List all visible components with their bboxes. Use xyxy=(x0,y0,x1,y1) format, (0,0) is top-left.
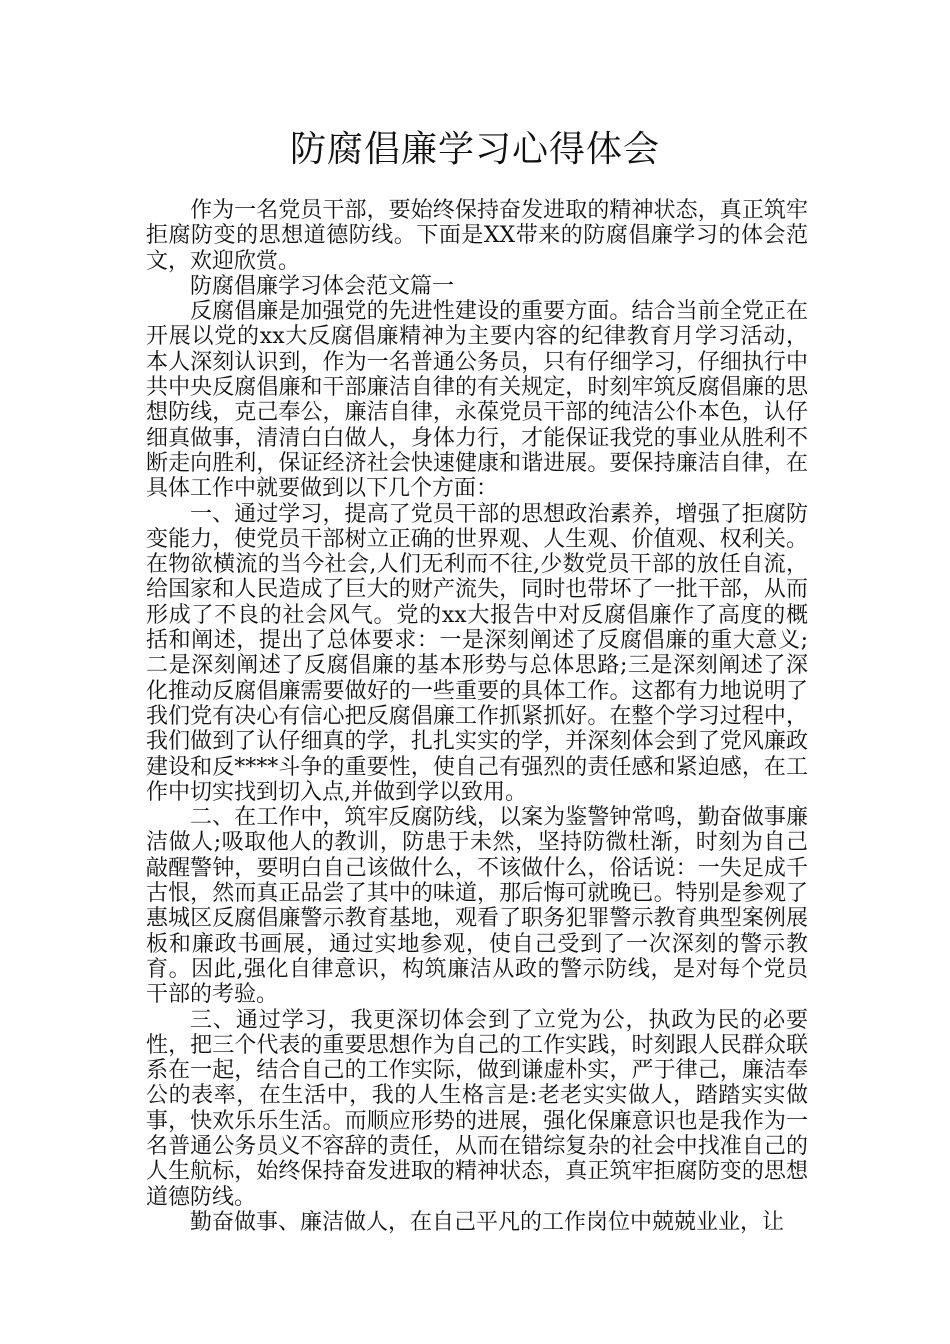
paragraph-section-heading: 防腐倡廉学习体会范文篇一 xyxy=(190,273,455,299)
paragraph-overview: 反腐倡廉是加强党的先进性建设的重要方面。结合当前全党正在开展以党的xx大反腐倡廉精神为主要内容的纪律教育月学习活动，本人深刻认识到，作为一名普通公务员，只有仔细学习，仔细执行中共中央反腐倡廉和干部廉洁自律的有关规定，时刻牢筑反腐倡廉的思想防线，克己奉公，廉洁自律，永葆党员干部的纯洁公仆本色，认仔细真做事，清清白白做人，身体力行，才能保证我党的事业从胜利不断走向胜利，保证经济社会快速健康和谐进展。要保持廉洁自律，在具体工作中就要做到以下几个方面： xyxy=(146,299,808,502)
paragraph-continuation: 勤奋做事、廉洁做人，在自己平凡的工作岗位中兢兢业业，让 xyxy=(190,1209,785,1235)
document-body xyxy=(146,198,808,1235)
paragraph-intro: 作为一名党员干部，要始终保持奋发进取的精神状态，真正筑牢拒腐防变的思想道德防线。下面是XX带来的防腐倡廉学习的体会范文，欢迎欣赏。 xyxy=(146,198,808,274)
document-title: 防腐倡廉学习心得体会 xyxy=(289,129,660,170)
paragraph-point-three: 三、通过学习，我更深切体会到了立党为公，执政为民的必要性，把三个代表的重要思想作为自己的工作实践，时刻跟人民群众联系在一起，结合自己的工作实际，做到谦虚朴实，严于律己，廉洁奉公的表率，在生活中，我的人生格言是:老老实实做人，踏踏实实做事，快欢乐乐生活。而顺应形势的进展，强化保廉意识也是我作为一名普通公务员义不容辞的责任，从而在错综复杂的社会中找准自己的人生航标，始终保持奋发进取的精神状态，真正筑牢拒腐防变的思想道德防线。 xyxy=(146,1007,808,1210)
paragraph-point-two: 二、在工作中，筑牢反腐防线，以案为鉴警钟常鸣，勤奋做事廉洁做人;吸取他人的教训，防患于未然，坚持防微杜渐，时刻为自己敲醒警钟，要明白自己该做什么，不该做什么，俗话说：一失足成千古恨，然而真正品尝了其中的味道，那后悔可就晚已。特别是参观了惠城区反腐倡廉警示教育基地，观看了职务犯罪警示教育典型案例展板和廉政书画展，通过实地参观，使自己受到了一次深刻的警示教育。因此,强化自律意识，构筑廉洁从政的警示防线，是对每个党员干部的考验。 xyxy=(146,805,808,1008)
paragraph-point-one: 一、通过学习，提高了党员干部的思想政治素养，增强了拒腐防变能力，使党员干部树立正确的世界观、人生观、价值观、权利关。在物欲横流的当今社会,人们无利而不往,少数党员干部的放任自流，给国家和人民造成了巨大的财产流失，同时也带坏了一批干部，从而形成了不良的社会风气。党的xx大报告中对反腐倡廉作了高度的概括和阐述，提出了总体要求：一是深刻阐述了反腐倡廉的重大意义;二是深刻阐述了反腐倡廉的基本形势与总体思路;三是深刻阐述了深化推动反腐倡廉需要做好的一些重要的具体工作。这都有力地说明了我们党有决心有信心把反腐倡廉工作抓紧抓好。在整个学习过程中，我们做到了认仔细真的学，扎扎实实的学，并深刻体会到了党风廉政建设和反****斗争的重要性，使自己有强烈的责任感和紧迫感，在工作中切实找到切入点,并做到学以致用。 xyxy=(146,501,808,805)
